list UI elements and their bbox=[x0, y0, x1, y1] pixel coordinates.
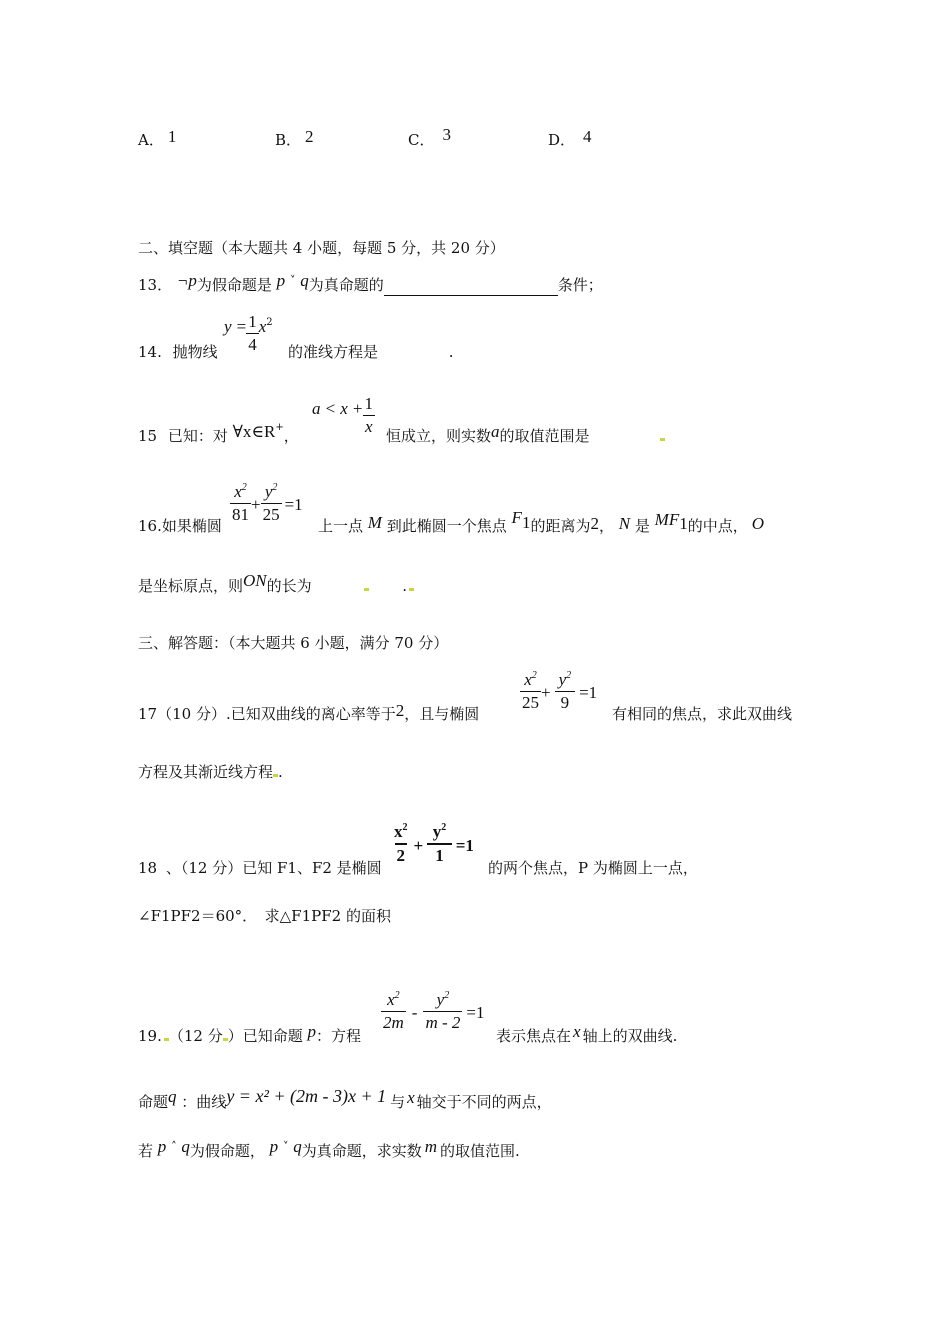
q16-plus: + bbox=[251, 495, 261, 514]
q16-frac2 bbox=[261, 482, 282, 525]
option-a bbox=[138, 127, 177, 150]
q15-a: a bbox=[312, 399, 321, 418]
q17-line2 bbox=[138, 762, 283, 782]
q16-O: O bbox=[751, 514, 765, 533]
q16-tail bbox=[318, 508, 765, 536]
q16-N: N bbox=[618, 514, 631, 533]
q19-or: ˅ bbox=[282, 1140, 289, 1153]
option-c-value: 3 bbox=[442, 125, 451, 144]
q19-minus: - bbox=[411, 1003, 418, 1022]
q15-forall: ∀x∈R bbox=[232, 422, 276, 441]
q18-plus: + bbox=[413, 835, 424, 855]
q14-y: y bbox=[224, 317, 232, 336]
q16-line2a: 是坐标原点，则 bbox=[138, 577, 244, 595]
q19-line3a: 若 bbox=[138, 1142, 154, 1160]
q16-sub2: 1 bbox=[679, 514, 688, 533]
q18-frac1 bbox=[392, 822, 410, 866]
q16-frac1 bbox=[230, 482, 251, 525]
q19-d1: 2m bbox=[383, 1013, 404, 1032]
q14-eq: = bbox=[236, 317, 247, 336]
q16-text6: 的中点， bbox=[687, 517, 748, 535]
q19-text2: ：方程 bbox=[316, 1027, 362, 1045]
q14-text2: 的准线方程是 bbox=[288, 343, 379, 361]
q15-number: 15 bbox=[138, 427, 158, 445]
q19-sq1: 2 bbox=[394, 990, 400, 1001]
q19-m: m bbox=[424, 1137, 438, 1156]
option-d bbox=[548, 127, 592, 150]
q18-sq1: 2 bbox=[402, 822, 408, 833]
q19-and: ˄ bbox=[171, 1140, 177, 1153]
q17-eq: =1 bbox=[579, 683, 598, 702]
q19-p: p bbox=[307, 1022, 317, 1041]
q16-sq1: 2 bbox=[241, 482, 247, 493]
q18-text1: 、（12 分）已知 F1、F2 是椭圆 bbox=[165, 859, 382, 877]
q19-q: q bbox=[168, 1087, 177, 1106]
q17-formula bbox=[520, 670, 597, 713]
q16-yn: y bbox=[264, 482, 273, 501]
q17-dot: . bbox=[278, 763, 283, 781]
q15-text1: 已知：对 bbox=[167, 427, 228, 445]
q17-number: 17（10 分）. bbox=[138, 705, 231, 723]
q18-formula bbox=[392, 822, 474, 866]
q19-line3b: 为假命题， bbox=[189, 1142, 265, 1160]
q19-line3 bbox=[138, 1137, 520, 1163]
q17-line2-text: 方程及其渐近线方程 bbox=[138, 763, 274, 781]
q14-fraction bbox=[246, 312, 259, 355]
question-15 bbox=[138, 422, 299, 446]
q15-comma: ， bbox=[283, 427, 299, 445]
question-16-label bbox=[138, 516, 222, 536]
q16-sq2: 2 bbox=[272, 482, 278, 493]
q16-M: M bbox=[367, 513, 382, 532]
q17-frac1 bbox=[520, 670, 541, 713]
q18-frac2 bbox=[427, 822, 452, 866]
q18-number: 18 bbox=[138, 859, 158, 877]
q16-MF: MF bbox=[654, 510, 680, 529]
q17-d2: 9 bbox=[555, 691, 576, 713]
q16-text3: 到此椭圆一个焦点 bbox=[386, 517, 507, 535]
q15-a2: a bbox=[491, 422, 500, 441]
q14-tail bbox=[288, 342, 454, 362]
q16-xn: x bbox=[234, 482, 242, 501]
option-b bbox=[275, 127, 314, 150]
q13-text1: 为假命题是 bbox=[196, 276, 272, 294]
q15-frac-num: 1 bbox=[364, 394, 374, 413]
question-19 bbox=[138, 1022, 362, 1046]
q15-fraction bbox=[363, 394, 376, 437]
q15-x: x bbox=[340, 399, 348, 418]
q17-two: 2 bbox=[395, 701, 405, 720]
q15-text2: 恒成立，则实数 bbox=[386, 427, 492, 445]
q19-tail bbox=[496, 1022, 678, 1046]
q19-line2d: 轴交于不同的两点， bbox=[416, 1093, 552, 1111]
section3-heading: 三、解答题：（本大题共 6 小题，满分 70 分） bbox=[138, 634, 449, 652]
q19-frac2 bbox=[423, 990, 462, 1033]
q16-dot: . bbox=[402, 577, 407, 595]
q14-x: x bbox=[258, 317, 267, 336]
q15-tail bbox=[386, 422, 665, 446]
q19-line3c: 为真命题，求实数 bbox=[301, 1142, 422, 1160]
q16-d2: 25 bbox=[262, 505, 280, 524]
q18-d1: 2 bbox=[395, 843, 408, 866]
question-17 bbox=[138, 701, 480, 724]
q19-line2a: 命题 bbox=[138, 1093, 169, 1111]
q13-number: 13． bbox=[138, 276, 173, 294]
q15-frac-den: x bbox=[364, 417, 373, 436]
q16-ON: ON bbox=[243, 571, 267, 590]
q19-line2b: ：曲线 bbox=[181, 1093, 227, 1111]
q16-text1: 如果椭圆 bbox=[161, 517, 222, 535]
q18-sq2: 2 bbox=[441, 822, 447, 833]
q18-tail: 的两个焦点，P 为椭圆上一点， bbox=[488, 859, 698, 877]
q19-frac1 bbox=[381, 990, 406, 1033]
q16-comma: ， bbox=[598, 517, 614, 535]
q14-sq: 2 bbox=[266, 317, 273, 328]
q17-text2: ，且与椭圆 bbox=[404, 705, 480, 723]
q19-text1b: ）已知命题 bbox=[227, 1027, 303, 1045]
q18-eq: =1 bbox=[455, 835, 474, 855]
q19-x: x bbox=[573, 1022, 581, 1041]
q18-d2: 1 bbox=[427, 843, 452, 866]
q14-frac-num: 1 bbox=[248, 312, 257, 331]
q16-two: 2 bbox=[590, 514, 599, 533]
q17-xn: x bbox=[524, 670, 532, 689]
q17-sq2: 2 bbox=[566, 670, 572, 681]
q19-text3: 表示焦点在 bbox=[496, 1027, 572, 1045]
q17-sq1: 2 bbox=[531, 670, 537, 681]
q14-frac-den: 4 bbox=[248, 335, 257, 354]
q19-q3: q bbox=[293, 1137, 302, 1156]
q19-text1: （12 分 bbox=[168, 1027, 223, 1045]
q19-q2: q bbox=[181, 1137, 190, 1156]
q19-text4: 轴上的双曲线. bbox=[582, 1027, 678, 1045]
q16-text5: 是 bbox=[634, 517, 650, 535]
q16-d1: 81 bbox=[232, 505, 249, 524]
q13-p: p bbox=[276, 271, 286, 290]
q14-formula bbox=[224, 312, 273, 355]
q17-frac2 bbox=[555, 670, 576, 713]
option-a-letter: A． bbox=[138, 131, 164, 149]
q19-x2: x bbox=[407, 1088, 415, 1107]
q17-plus: + bbox=[541, 683, 551, 702]
section2-heading: 二、填空题（本大题共 4 小题，每题 5 分，共 20 分） bbox=[138, 239, 505, 257]
q16-sub1: 1 bbox=[521, 513, 531, 532]
q15-lt: < bbox=[325, 399, 336, 418]
q13-q: q bbox=[300, 271, 309, 290]
q16-text2: 上一点 bbox=[318, 517, 364, 535]
q16-line2b: 的长为 bbox=[266, 577, 312, 595]
highlight-mark bbox=[364, 588, 369, 591]
option-d-letter: D． bbox=[548, 131, 576, 149]
q19-p3: p bbox=[269, 1137, 279, 1156]
q15-formula bbox=[312, 394, 375, 437]
q13-text3: 条件； bbox=[557, 276, 603, 294]
q16-text4: 的距离为 bbox=[530, 517, 591, 535]
q15-plus: + bbox=[275, 422, 284, 433]
q15-text3: 的取值范围是 bbox=[499, 427, 590, 445]
q13-or: ˅ bbox=[289, 274, 296, 287]
q17-yn: y bbox=[558, 670, 567, 689]
q16-formula bbox=[230, 482, 303, 525]
q16-eq: =1 bbox=[284, 495, 303, 514]
question-18 bbox=[138, 858, 382, 878]
q15-plus2: + bbox=[352, 399, 363, 418]
q18-yn: y bbox=[432, 822, 442, 841]
option-b-letter: B． bbox=[275, 131, 302, 149]
option-c bbox=[408, 125, 451, 150]
option-d-value: 4 bbox=[583, 127, 592, 146]
question-14-label bbox=[138, 342, 218, 362]
q16-F: F bbox=[511, 508, 522, 527]
q18-xn: x bbox=[394, 822, 403, 841]
option-a-value: 1 bbox=[167, 127, 177, 146]
highlight-mark bbox=[660, 438, 665, 441]
question-13 bbox=[138, 271, 603, 297]
q19-number: 19. bbox=[138, 1027, 162, 1045]
q19-line2 bbox=[138, 1086, 552, 1112]
q16-line2 bbox=[138, 571, 414, 596]
q14-text1: 抛物线 bbox=[172, 343, 218, 361]
q19-sq2: 2 bbox=[444, 990, 450, 1001]
q19-formula bbox=[381, 990, 485, 1033]
q19-eq: =1 bbox=[466, 1003, 485, 1022]
option-c-letter: C． bbox=[408, 131, 435, 149]
q17-d1: 25 bbox=[522, 693, 539, 712]
q17-text1: 已知双曲线的离心率等于 bbox=[230, 705, 396, 723]
q19-line2c: 与 bbox=[390, 1093, 406, 1111]
q19-d2: m - 2 bbox=[425, 1013, 461, 1032]
highlight-mark bbox=[409, 588, 414, 591]
q19-curve: y = x² + (2m - 3)x + 1 bbox=[226, 1086, 387, 1106]
q14-end: . bbox=[448, 343, 454, 361]
option-b-value: 2 bbox=[305, 127, 314, 146]
q19-yn: y bbox=[436, 990, 445, 1009]
q19-xn: x bbox=[387, 990, 395, 1009]
q17-tail: 有相同的焦点，求此双曲线 bbox=[612, 705, 793, 723]
q19-line3d: 的取值范围. bbox=[440, 1142, 520, 1160]
q16-number: 16. bbox=[138, 517, 162, 535]
q13-not-p: ¬p bbox=[176, 271, 197, 290]
q13-text2: 为真命题的 bbox=[308, 276, 384, 294]
q13-blank bbox=[384, 275, 558, 296]
q14-number: 14. bbox=[138, 343, 162, 361]
q18-line2: ∠F1PF2＝60°． 求△F1PF2 的面积 bbox=[138, 907, 391, 925]
q19-p2: p bbox=[157, 1137, 167, 1156]
